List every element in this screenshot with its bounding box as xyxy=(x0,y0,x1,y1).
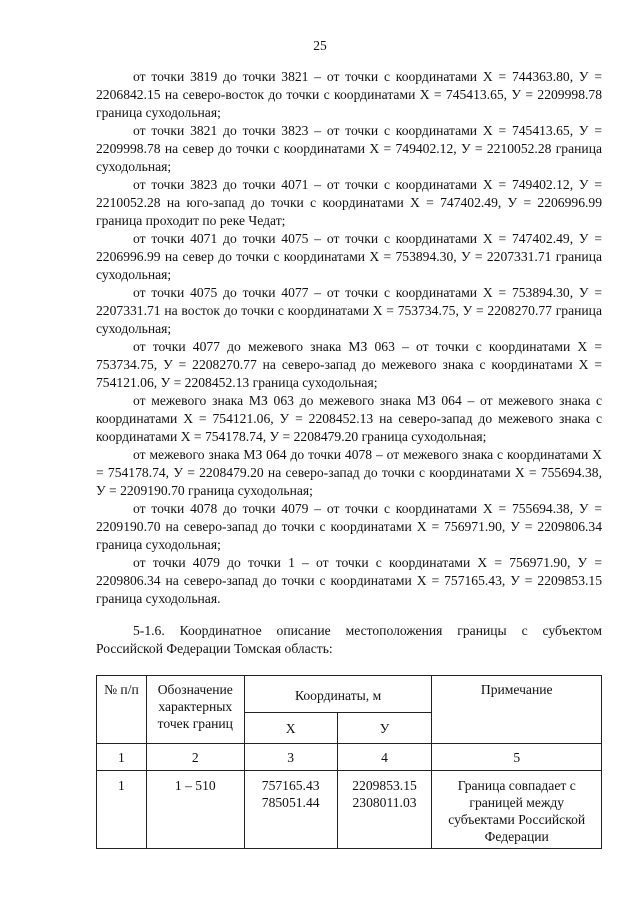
column-numbering-row xyxy=(97,744,602,771)
header-note: Примечание xyxy=(432,676,602,744)
paragraph: от точки 3821 до точки 3823 – от точки с координатами Х = 745413.65, У = 2209998.78 на север до точки с координатами Х = 749402.12, У = 2210052.28 граница суходольная; xyxy=(96,123,602,174)
header-x: Х xyxy=(244,713,337,744)
paragraph: от точки 3823 до точки 4071 – от точки с координатами Х = 749402.12, У = 2210052.28 на юго-запад до точки с координатами Х = 747402.49, У = 2206996.99 граница проходит по реке Чедат; xyxy=(96,177,602,228)
row-note: Граница совпадает с границей между субъектами Российской Федерации xyxy=(432,771,602,849)
paragraph: от межевого знака МЗ 063 до межевого знака МЗ 064 – от межевого знака с координатами Х = 754121.06, У = 2208452.13 на северо-запад до межевого знака с координатами Х = 754178.74, У = 2208479.20 граница суходольная; xyxy=(96,393,602,444)
paragraph: от межевого знака МЗ 064 до точки 4078 – от межевого знака с координатами Х = 754178.74, У = 2208479.20 на северо-запад до точки с координатами Х = 755694.38, У = 2209190.70 граница суходольная; xyxy=(96,447,602,498)
header-coords: Координаты, м xyxy=(244,676,432,713)
column-number: 5 xyxy=(432,744,602,771)
table-row xyxy=(97,771,602,849)
header-y: У xyxy=(337,713,432,744)
column-number: 1 xyxy=(97,744,147,771)
paragraph: от точки 4078 до точки 4079 – от точки с координатами Х = 755694.38, У = 2209190.70 на северо-запад до точки с координатами Х = 756971.90, У = 2209806.34 граница суходольная; xyxy=(96,501,602,552)
column-number: 2 xyxy=(146,744,244,771)
header-num: № п/п xyxy=(97,676,147,744)
row-num: 1 xyxy=(97,771,147,849)
paragraph: от точки 4071 до точки 4075 – от точки с координатами Х = 747402.49, У = 2206996.99 на север до точки с координатами Х = 753894.30, У = 2207331.71 граница суходольная; xyxy=(96,231,602,282)
header-designation: Обозначение характерных точек границ xyxy=(146,676,244,744)
paragraph: от точки 3819 до точки 3821 – от точки с координатами Х = 744363.80, У = 2206842.15 на северо-восток до точки с координатами Х = 745413.65, У = 2209998.78 граница суходольная; xyxy=(96,69,602,120)
paragraph: от точки 4075 до точки 4077 – от точки с координатами Х = 753894.30, У = 2207331.71 на восток до точки с координатами Х = 753734.75, У = 2208270.77 граница суходольная; xyxy=(96,285,602,336)
row-designation: 1 – 510 xyxy=(146,771,244,849)
boundary-description xyxy=(96,68,602,608)
column-number: 3 xyxy=(244,744,337,771)
paragraph: от точки 4079 до точки 1 – от точки с координатами Х = 756971.90, У = 2209806.34 на северо-запад до точки с координатами Х = 757165.43, У = 2209853.15 граница суходольная. xyxy=(96,555,602,606)
row-x: 757165.43 785051.44 xyxy=(244,771,337,849)
coordinates-table xyxy=(96,675,602,849)
column-number: 4 xyxy=(337,744,432,771)
section-heading: 5-1.6. Координатное описание местоположения границы с субъектом Российской Федерации Томская область: xyxy=(96,623,602,656)
paragraph: от точки 4077 до межевого знака МЗ 063 – от точки с координатами Х = 753734.75, У = 2208270.77 на северо-запад до межевого знака с координатами Х = 754121.06, У = 2208452.13 граница суходольная; xyxy=(96,339,602,390)
row-y: 2209853.15 2308011.03 xyxy=(337,771,432,849)
page-number: 25 xyxy=(313,38,327,53)
